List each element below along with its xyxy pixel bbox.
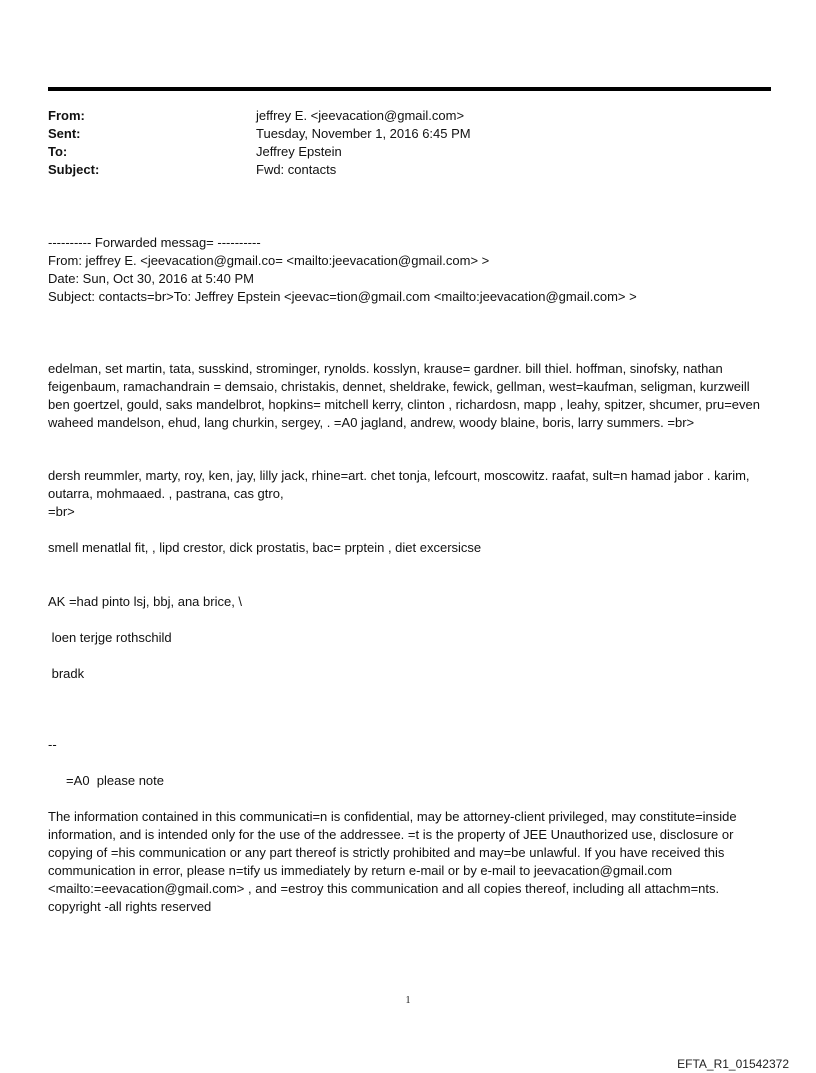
sent-value: Tuesday, November 1, 2016 6:45 PM bbox=[256, 126, 471, 141]
forwarded-line: ---------- Forwarded messag= ---------- bbox=[48, 235, 261, 250]
document-id: EFTA_R1_01542372 bbox=[677, 1057, 789, 1071]
page-number: 1 bbox=[405, 995, 411, 1006]
forwarded-date: Date: Sun, Oct 30, 2016 at 5:40 PM bbox=[48, 271, 254, 286]
subject-label: Subject: bbox=[48, 162, 100, 177]
rothschild-note: loen terjge rothschild bbox=[48, 630, 172, 645]
contacts-paragraph-2-tail: =br> bbox=[48, 504, 75, 519]
signature-dash: -- bbox=[48, 737, 57, 752]
confidentiality-disclaimer: The information contained in this communicati=n is confidential, may be attorney-client privileged, may constitute=inside information, and is intended only for the use of the addressee. =t is the property of JEE Unauthorized use, disclosure or copying of =his communication or any part thereof is strictly prohibited and may=be unlawful. If you have received this communication in error, please n=tify us immediately by return e-mail or by e-mail to jeevacation@gmail.com <mailto:=eevacation@gmail.com> , and =estroy this communication and all copies thereof, including all attachm=nts. copyright -all rights reserved bbox=[48, 809, 737, 914]
header-rule bbox=[48, 87, 771, 91]
forwarded-from: From: jeffrey E. <jeevacation@gmail.co= <mailto:jeevacation@gmail.com> > bbox=[48, 253, 490, 268]
from-value: jeffrey E. <jeevacation@gmail.com> bbox=[256, 108, 465, 123]
sent-label: Sent: bbox=[48, 126, 81, 141]
to-value: Jeffrey Epstein bbox=[256, 144, 342, 159]
subject-value: Fwd: contacts bbox=[256, 162, 337, 177]
to-label: To: bbox=[48, 144, 68, 159]
health-notes: smell menatlal fit, , lipd crestor, dick prostatis, bac= prptein , diet excersicse bbox=[48, 540, 482, 555]
contacts-paragraph-1: edelman, set martin, tata, susskind, strominger, rynolds. kosslyn, krause= gardner. bill thiel. hoffman, sinofsky, nathan feigenbaum, ramachandrain = demsaio, christakis, dennet, sheldrake, fewick, gellman, west=kaufman, seligman, kurzweill ben goertzel, gould, saks mandelbrot, hopkins= mitchell kerry, clinton , richardosn, mapp , leahy, spitzer, shcumer, pru=even waheed mandelson, ehud, lang churkin, sergey, . =A0 jagland, andrew, woody blaine, boris, larry summers. =br> bbox=[48, 361, 760, 430]
from-label: From: bbox=[48, 108, 85, 123]
contacts-paragraph-2-text: dersh reummler, marty, roy, ken, jay, lilly jack, rhine=art. chet tonja, lefcourt, moscowitz. raafat, sult=n hamad jabor . karim, outarra, mohmaaed. , pastrana, cas gtro, bbox=[48, 468, 750, 501]
bradk-note: bradk bbox=[48, 666, 85, 681]
contacts-paragraph-2 bbox=[48, 467, 773, 521]
forwarded-header bbox=[48, 234, 773, 306]
forwarded-subject: Subject: contacts=br>To: Jeffrey Epstein <jeevac=tion@gmail.com <mailto:jeevacation@gmail.com> > bbox=[48, 289, 637, 304]
please-note: =A0 please note bbox=[48, 773, 164, 788]
ak-notes: AK =had pinto lsj, bbj, ana brice, \ bbox=[48, 594, 243, 609]
